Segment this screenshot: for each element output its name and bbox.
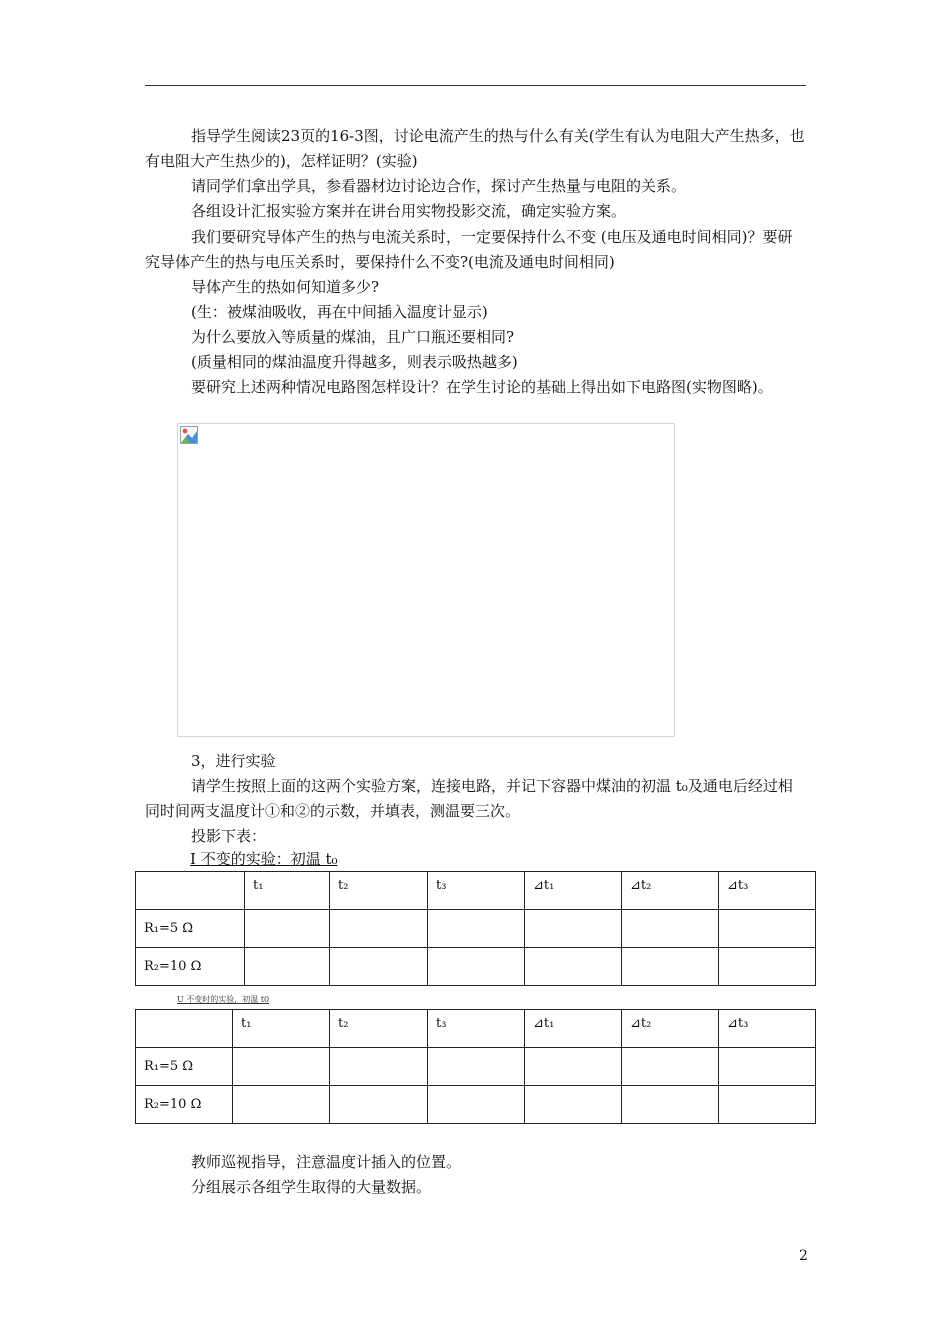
- table-cell: [233, 1086, 330, 1124]
- table-cell: [330, 1048, 428, 1086]
- table-cell: [525, 1086, 622, 1124]
- table-row: [136, 1086, 816, 1124]
- table-cell: [330, 910, 428, 948]
- table-cell: [719, 1048, 816, 1086]
- closing-paragraph-1: 教师巡视指导，注意温度计插入的位置。: [191, 1153, 462, 1171]
- data-table-2: [135, 1009, 816, 1124]
- table-cell: [719, 948, 816, 986]
- table-cell: [622, 1048, 719, 1086]
- table-cell: [525, 1048, 622, 1086]
- table-cell: [245, 910, 330, 948]
- header-cell: ⊿t₃: [719, 1010, 816, 1048]
- table-cell: [428, 1086, 525, 1124]
- table-cell: [525, 910, 622, 948]
- table-cell: [719, 1086, 816, 1124]
- table-header-row: [136, 872, 816, 910]
- header-cell: ⊿t₁: [525, 872, 622, 910]
- row-label: R₁=5 Ω: [136, 910, 245, 948]
- page-number: 2: [799, 1248, 808, 1264]
- header-cell: t₂: [330, 1010, 428, 1048]
- closing-paragraph-2: 分组展示各组学生取得的大量数据。: [191, 1178, 432, 1196]
- header-cell: t₁: [233, 1010, 330, 1048]
- broken-image-icon: [180, 426, 198, 444]
- table2-caption: U 不变时的实验，初温 t0: [177, 995, 270, 1004]
- table-cell: [428, 1048, 525, 1086]
- paragraph-2: 请同学们拿出学具，参看器材边讨论边合作，探讨产生热量与电阻的关系。: [191, 177, 687, 195]
- row-label: R₁=5 Ω: [136, 1048, 233, 1086]
- header-cell: t₁: [245, 872, 330, 910]
- table-cell: [622, 948, 719, 986]
- paragraph-3: 各组设计汇报实验方案并在讲台用实物投影交流，确定实验方案。: [191, 202, 627, 220]
- header-cell: t₃: [428, 1010, 525, 1048]
- instruction-text: 请学生按照上面的这两个实验方案，连接电路，并记下容器中煤油的初温 t₀及通电后经过相同时间两支温度计①和②的示数，并填表，测温要三次。: [145, 777, 793, 820]
- table-row: [136, 1048, 816, 1086]
- table-cell: [428, 948, 525, 986]
- table-cell: [622, 910, 719, 948]
- header-cell: [136, 872, 245, 910]
- table-cell: [330, 1086, 428, 1124]
- header-cell: [136, 1010, 233, 1048]
- table-cell: [330, 948, 428, 986]
- header-rule: [145, 85, 806, 86]
- paragraph-8: (质量相同的煤油温度升得越多，则表示吸热越多): [191, 353, 518, 371]
- paragraph-4: 我们要研究导体产生的热与电流关系时，一定要保持什么不变 (电压及通电时间相同)？要研究导体产生的热与电压关系时，要保持什么不变?(电流及通电时间相同): [145, 228, 793, 271]
- header-cell: ⊿t₂: [622, 1010, 719, 1048]
- table-cell: [428, 910, 525, 948]
- table1-caption: I 不变的实验：初温 t₀: [190, 850, 338, 868]
- table-header-row: [136, 1010, 816, 1048]
- section-heading: 3，进行实验: [191, 752, 276, 770]
- header-cell: ⊿t₃: [719, 872, 816, 910]
- table-cell: [233, 1048, 330, 1086]
- paragraph-5: 导体产生的热如何知道多少?: [191, 278, 380, 296]
- paragraph-1: 指导学生阅读23页的16-3图，讨论电流产生的热与什么有关(学生有认为电阻大产生热多，也有电阻大产生热少的)，怎样证明？(实验): [145, 127, 805, 170]
- header-cell: t₂: [330, 872, 428, 910]
- paragraph-9: 要研究上述两种情况电路图怎样设计？在学生讨论的基础上得出如下电路图(实物图略)。: [191, 378, 773, 396]
- header-cell: t₃: [428, 872, 525, 910]
- header-cell: ⊿t₁: [525, 1010, 622, 1048]
- table-row: [136, 910, 816, 948]
- row-label: R₂=10 Ω: [136, 948, 245, 986]
- data-table-1: [135, 871, 816, 986]
- table-cell: [525, 948, 622, 986]
- table-row: [136, 948, 816, 986]
- projection-text: 投影下表：: [191, 827, 267, 845]
- row-label: R₂=10 Ω: [136, 1086, 233, 1124]
- circuit-diagram-placeholder: [177, 423, 675, 737]
- paragraph-7: 为什么要放入等质量的煤油，且广口瓶还要相同?: [191, 328, 515, 346]
- header-cell: ⊿t₂: [622, 872, 719, 910]
- table-cell: [622, 1086, 719, 1124]
- paragraph-6: (生：被煤油吸收，再在中间插入温度计显示): [191, 303, 488, 321]
- table-cell: [719, 910, 816, 948]
- table-cell: [245, 948, 330, 986]
